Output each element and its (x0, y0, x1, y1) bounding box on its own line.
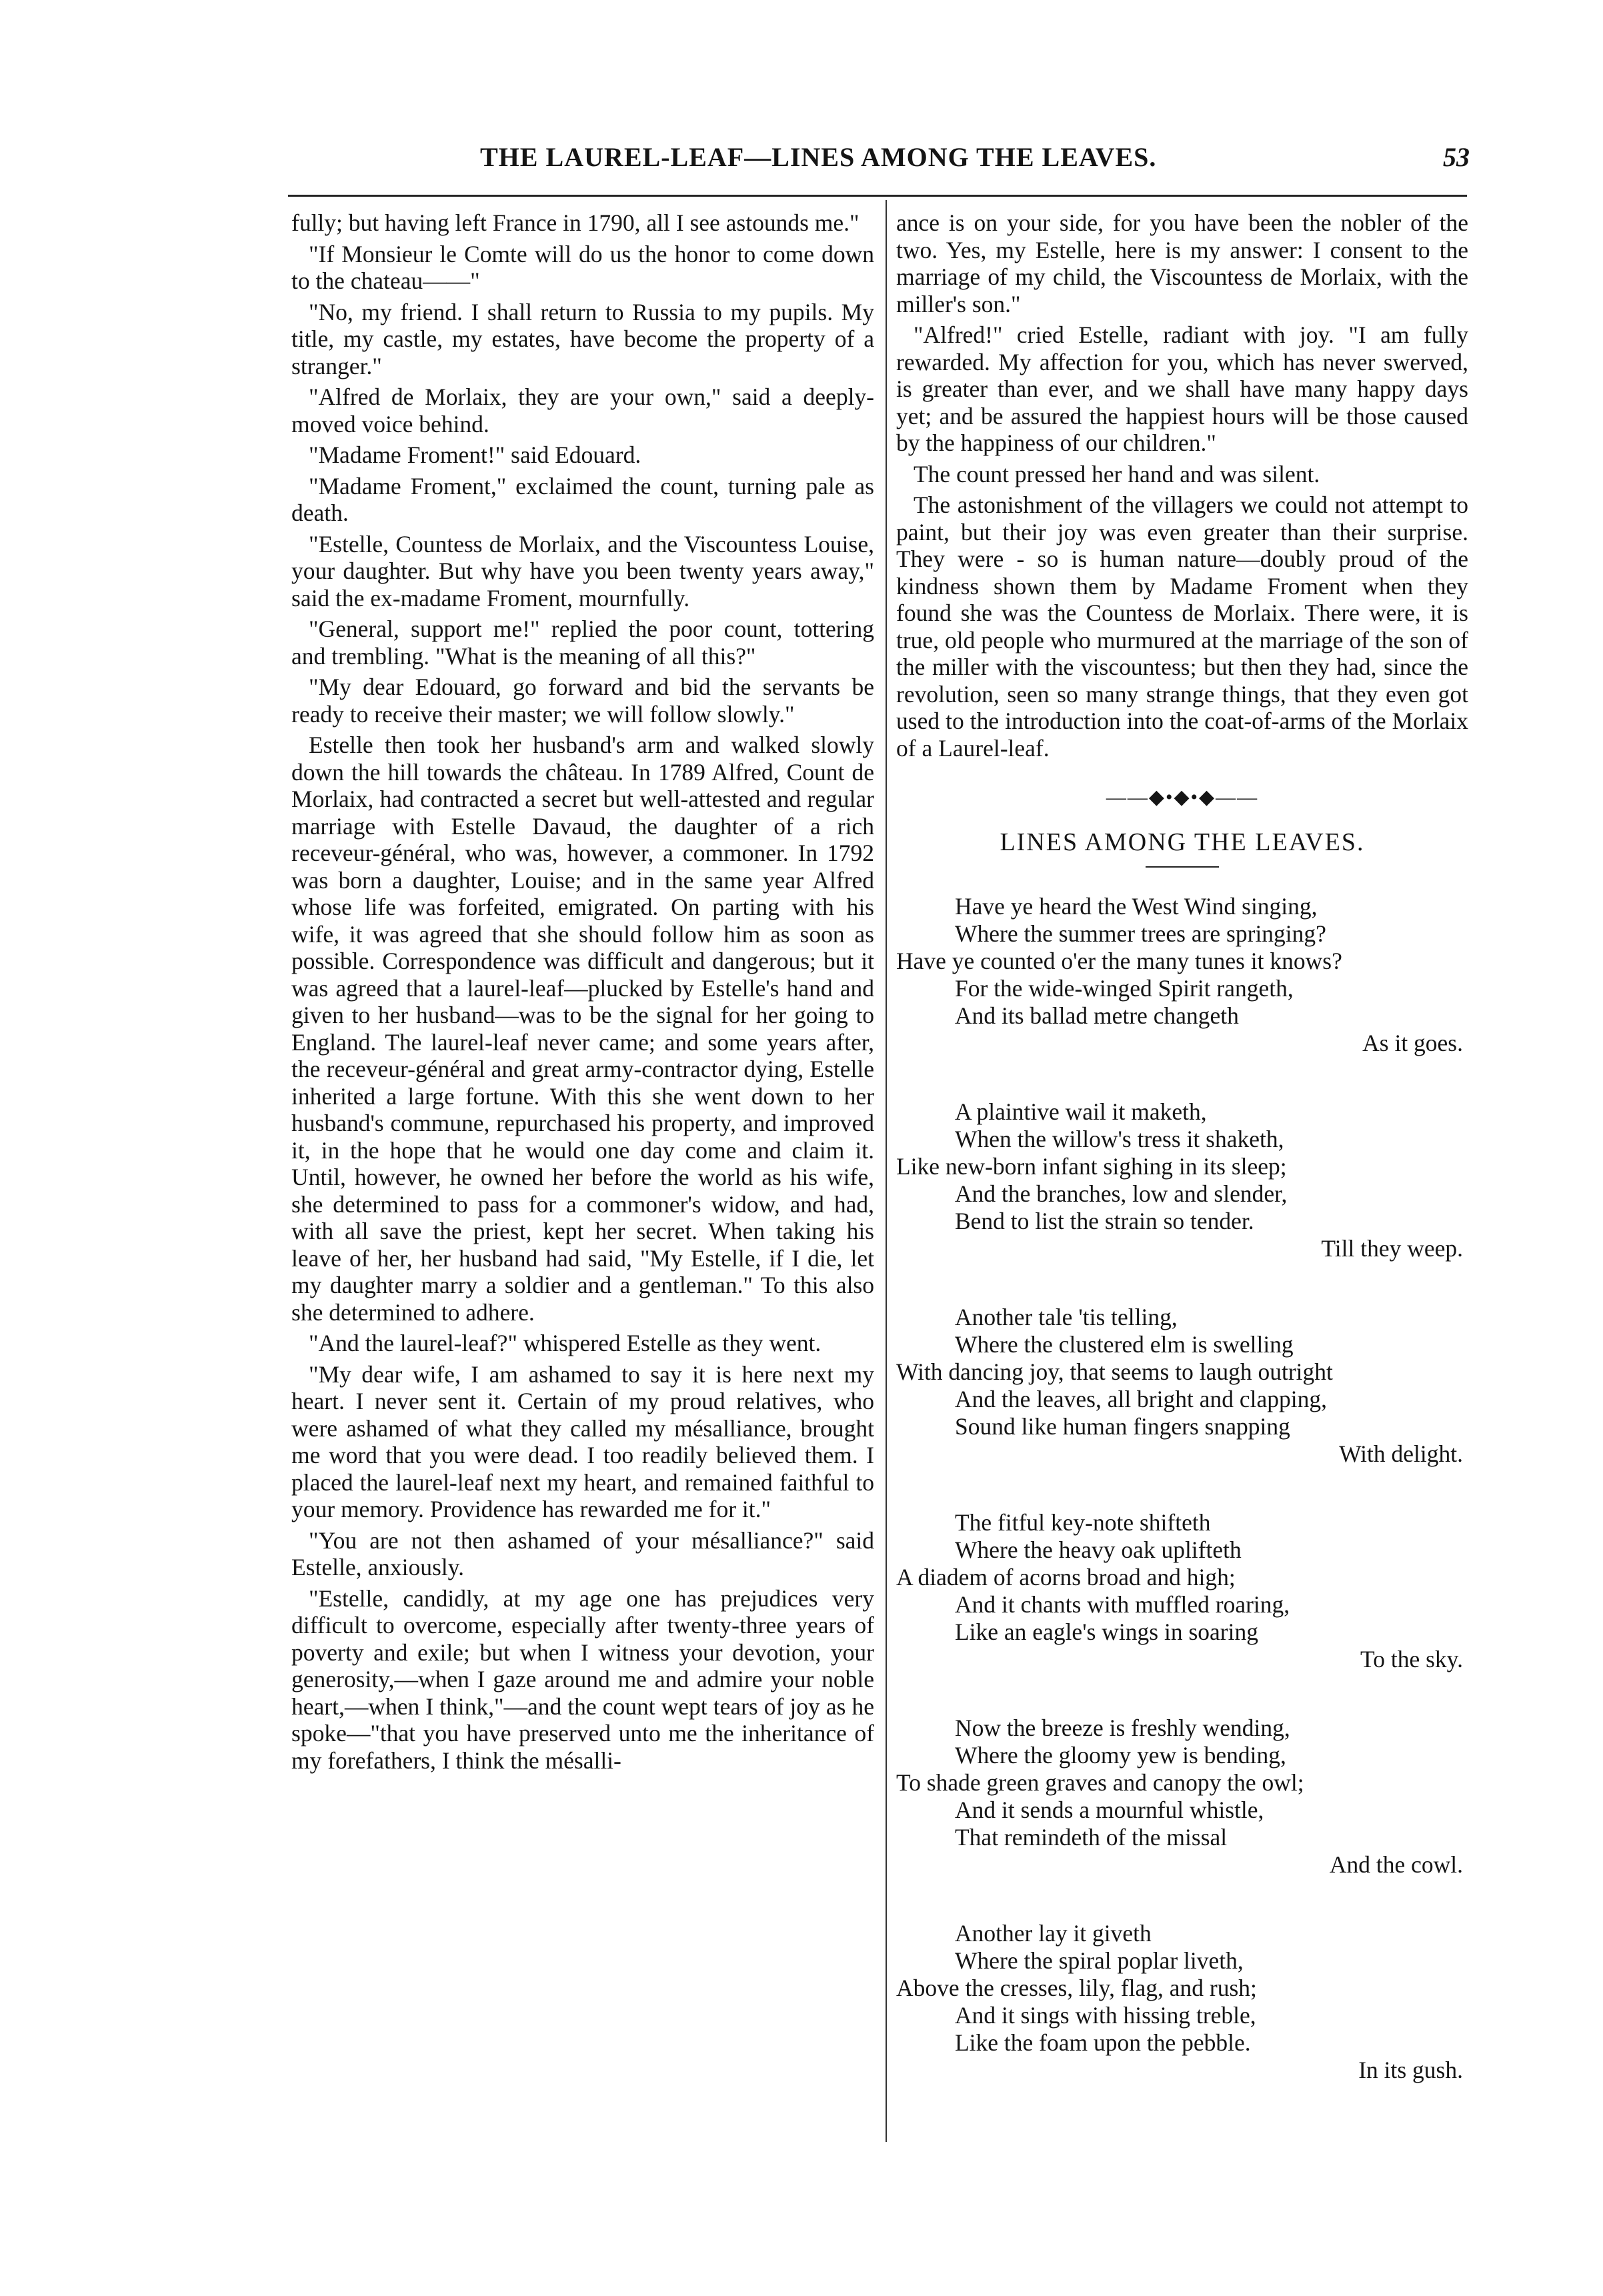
section-ornament: ——◆•◆•◆—— (1106, 786, 1259, 808)
poem-line: Another lay it giveth (955, 1920, 1152, 1947)
poem-line: Where the clustered elm is swelling (955, 1331, 1294, 1358)
poem-line: Like an eagle's wings in soaring (955, 1618, 1258, 1645)
poem (896, 893, 1468, 2084)
poem-refrain: With delight. (1339, 1440, 1463, 1467)
poem-line: Where the heavy oak uplifteth (955, 1536, 1242, 1563)
stanza (896, 1098, 1468, 1262)
paragraph: ance is on your side, for you have been the nobler of the two. Yes, my Estelle, here is my answer: I consent to the marriage of my child, the Viscountess de Morlaix, with the miller's son." (896, 209, 1468, 317)
poem-line: And the leaves, all bright and clapping, (955, 1386, 1327, 1412)
paragraph: "General, support me!" replied the poor count, tottering and trembling. "What is the meaning of all this?" (291, 616, 874, 670)
poem-refrain: Till they weep. (1321, 1235, 1463, 1262)
poem-refrain: As it goes. (1362, 1030, 1463, 1056)
running-title: THE LAUREL-LEAF—LINES AMONG THE LEAVES. (480, 142, 1157, 172)
poem-line: Bend to list the strain so tender. (955, 1208, 1254, 1234)
paragraph: "My dear Edouard, go forward and bid the servants be ready to receive their master; we will follow slowly." (291, 674, 874, 728)
poem-line: To shade green graves and canopy the owl; (896, 1769, 1304, 1796)
paragraph: "Estelle, candidly, at my age one has prejudices very difficult to overcome, especially after twenty-three years of poverty and exile; but when I witness your devotion, your generosity,—when I gaze around me and admire your noble heart,—when I think,"—and the count wept tears of joy as he spoke—"that you have preserved unto me the inheritance of my forefathers, I think the mésalli- (291, 1584, 874, 1774)
poem-line: When the willow's tress it shaketh, (955, 1126, 1284, 1152)
poem-line: Where the spiral poplar liveth, (955, 1947, 1244, 1974)
poem-line: Where the summer trees are springing? (955, 920, 1326, 947)
paragraph: "And the laurel-leaf?" whispered Estelle as they went. (309, 1330, 822, 1356)
poem-line: A diadem of acorns broad and high; (896, 1564, 1236, 1590)
paragraph: The astonishment of the villagers we could not attempt to paint, but their joy was even greater than their surprise. They were - so is human nature—doubly proud of the kindness shown them by Madame Froment when they found she was the Countess de Morlaix. There were, it is true, old people who murmured at the marriage of the son of the miller with the viscountess; but then they had, since the revolution, seen so many strange things, that they even got used to the introduction into the coat-of-arms of the Morlaix of a Laurel-leaf. (896, 491, 1468, 762)
paragraph: "Madame Froment!" said Edouard. (309, 441, 641, 468)
poem-line: With dancing joy, that seems to laugh outright (896, 1358, 1333, 1385)
paragraph: "No, my friend. I shall return to Russia to my pupils. My title, my castle, my estates, have become the property of a stranger." (291, 298, 874, 379)
poem-line: Have ye counted o'er the many tunes it knows? (896, 948, 1342, 974)
column-divider (886, 200, 887, 2142)
poem-line: Like new-born infant sighing in its sleep; (896, 1153, 1287, 1180)
stanza (896, 1714, 1468, 1879)
poem-line: And it sings with hissing treble, (955, 2002, 1256, 2029)
paragraph: fully; but having left France in 1790, all I see astounds me." (291, 209, 860, 236)
left-column (291, 209, 874, 1778)
poem-line: Like the foam upon the pebble. (955, 2029, 1251, 2056)
paragraph: Estelle then took her husband's arm and walked slowly down the hill towards the château. In 1789 Alfred, Count de Morlaix, had contracted a secret but well-attested and regular marriage with Estelle Davaud, the daughter of a rich receveur-général, who was, however, a commoner. In 1792 was born a daughter, Louise; and in the same year Alfred whose life was forfeited, emigrated. On parting with his wife, it was agreed that she should follow him as soon as possible. Correspondence was difficult and dangerous; but it was agreed that a laurel-leaf—plucked by Estelle's hand and given to her husband—was to be the signal for her going to England. The laurel-leaf never came; and some years after, the receveur-général and great army-contractor dying, Estelle inherited a large fortune. With this she went down to her husband's commune, repurchased his property, and improved it, in the hope that he would one day come and claim it. Until, however, he owned her before the world as his wife, she determined to pass for a commoner's widow, and had, with all save the priest, kept her secret. When taking his leave of her, her husband had said, "My Estelle, if I die, let my daughter marry a soldier and a gentleman." To this also she determined to adhere. (291, 732, 874, 1326)
poem-line: Above the cresses, lily, flag, and rush; (896, 1975, 1257, 2001)
poem-line: The fitful key-note shifteth (955, 1509, 1211, 1536)
poem-line: Now the breeze is freshly wending, (955, 1714, 1290, 1741)
paragraph: "My dear wife, I am ashamed to say it is here next my heart. I never sent it. Certain of my proud relatives, who were ashamed of what they called my mésalliance, brought me word that you were dead. I too readily believed them. I placed the laurel-leaf next my heart, and remained faithful to your memory. Providence has rewarded me for it." (291, 1360, 874, 1522)
poem-line: And it chants with muffled roaring, (955, 1591, 1290, 1618)
poem-line: That remindeth of the missal (955, 1824, 1228, 1851)
poem-line: For the wide-winged Spirit rangeth, (955, 975, 1294, 1002)
page-number: 53 (1443, 142, 1470, 172)
right-column (896, 209, 1468, 2125)
paragraph: "Alfred de Morlaix, they are your own," said a deeply-moved voice behind. (291, 383, 874, 437)
poem-line: Have ye heard the West Wind singing, (955, 893, 1318, 920)
paragraph: "Estelle, Countess de Morlaix, and the Viscountess Louise, your daughter. But why have you been twenty years away," said the ex-madame Froment, mournfully. (291, 530, 874, 612)
poem-refrain: In its gush. (1358, 2057, 1463, 2083)
poem-refrain: And the cowl. (1329, 1851, 1463, 1878)
paragraph: "Madame Froment," exclaimed the count, turning pale as death. (291, 472, 874, 526)
paragraph: "Alfred!" cried Estelle, radiant with joy. "I am fully rewarded. My affection for you, which has never swerved, is greater than ever, and we shall have many happy days yet; and be assured the happiest hours will be those caused by the happiness of our children." (896, 321, 1468, 456)
paragraph: The count pressed her hand and was silent. (914, 460, 1320, 487)
poem-line: A plaintive wail it maketh, (955, 1098, 1207, 1125)
stanza (896, 1920, 1468, 2084)
poem-line: And the branches, low and slender, (955, 1180, 1288, 1207)
poem-line: Where the gloomy yew is bending, (955, 1742, 1286, 1769)
poem-line: Another tale 'tis telling, (955, 1304, 1178, 1330)
poem-line: And it sends a mournful whistle, (955, 1797, 1264, 1823)
poem-title: LINES AMONG THE LEAVES. (1000, 828, 1365, 856)
poem-refrain: To the sky. (1360, 1646, 1463, 1672)
stanza (896, 893, 1468, 1057)
poem-line: And its ballad metre changeth (955, 1002, 1239, 1029)
poem-line: Sound like human fingers snapping (955, 1413, 1290, 1440)
title-rule (1146, 866, 1219, 868)
paragraph: "You are not then ashamed of your mésalliance?" said Estelle, anxiously. (291, 1526, 874, 1580)
paragraph: "If Monsieur le Comte will do us the honor to come down to the chateau——" (291, 240, 874, 294)
header-rule (288, 195, 1467, 197)
stanza (896, 1509, 1468, 1673)
stanza (896, 1304, 1468, 1468)
